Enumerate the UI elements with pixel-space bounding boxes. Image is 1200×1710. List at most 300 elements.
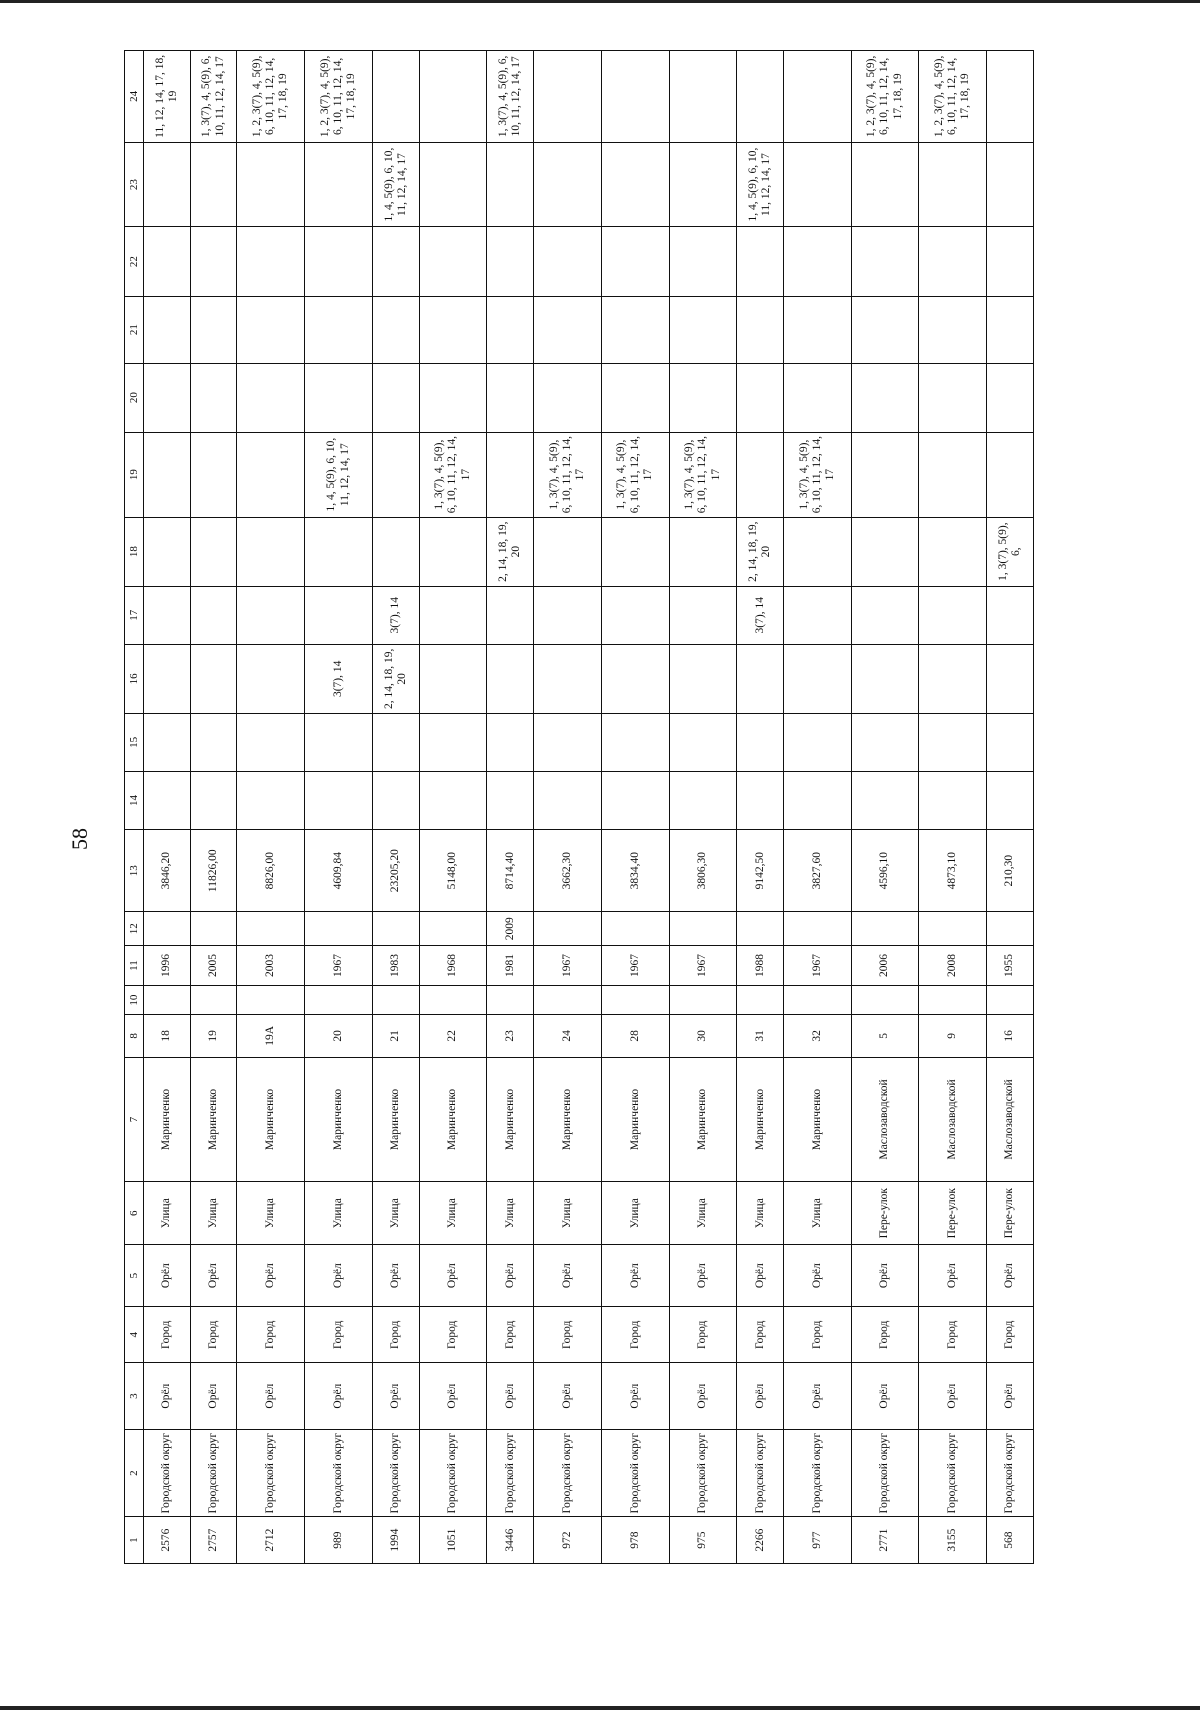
table-cell [237, 912, 305, 945]
table-cell: Улица [305, 1182, 373, 1244]
table-cell: Пере-улок [851, 1182, 919, 1244]
column-header: 22 [125, 227, 144, 296]
header-row [125, 51, 144, 1564]
column-header: 10 [125, 986, 144, 1015]
table-cell: Город [237, 1307, 305, 1363]
table-cell: Орёл [305, 1244, 373, 1306]
table-cell [237, 363, 305, 432]
table-cell [851, 644, 919, 713]
table-cell [669, 986, 737, 1015]
table-cell: 3827,60 [783, 829, 851, 912]
table-cell [487, 432, 534, 517]
table-cell: Город [919, 1307, 987, 1363]
table-cell [919, 986, 987, 1015]
table-cell [372, 296, 419, 363]
table-cell [237, 296, 305, 363]
table-cell: 8714,40 [487, 829, 534, 912]
table-cell: 1996 [144, 945, 191, 985]
table-cell: 1, 2, 3(7), 4, 5(9), 6, 10, 11, 12, 14, 17, 18, 19 [919, 51, 987, 143]
table-cell [669, 363, 737, 432]
table-cell: 1, 3(7), 4, 5(9), 6, 10, 11, 12, 14, 17 [419, 432, 487, 517]
table-cell [601, 517, 669, 586]
table-cell [601, 296, 669, 363]
table-cell: Орёл [419, 1363, 487, 1430]
table-cell: 16 [987, 1015, 1034, 1057]
table-cell [372, 912, 419, 945]
table-cell: Улица [783, 1182, 851, 1244]
table-cell: Городской округ [372, 1430, 419, 1517]
table-cell [987, 296, 1034, 363]
table-cell [534, 296, 602, 363]
table-cell [601, 644, 669, 713]
table-cell [144, 363, 191, 432]
table-cell [669, 517, 737, 586]
column-header: 13 [125, 829, 144, 912]
table-cell: Городской округ [487, 1430, 534, 1517]
table-cell: Улица [144, 1182, 191, 1244]
table-cell: 1955 [987, 945, 1034, 985]
table-cell [534, 363, 602, 432]
table-cell: 2576 [144, 1517, 191, 1564]
table-cell [601, 227, 669, 296]
table-cell: Орёл [144, 1363, 191, 1430]
table-cell: 5148,00 [419, 829, 487, 912]
table-cell: Городской округ [305, 1430, 373, 1517]
table-cell: 2266 [737, 1517, 784, 1564]
table-cell: Городской округ [987, 1430, 1034, 1517]
table-cell [534, 771, 602, 829]
table-cell [987, 227, 1034, 296]
table-cell: Улица [534, 1182, 602, 1244]
table-cell: Городской округ [190, 1430, 237, 1517]
table-cell [783, 912, 851, 945]
table-cell [669, 771, 737, 829]
table-cell: Орёл [372, 1363, 419, 1430]
table-cell: 3(7), 14 [372, 586, 419, 644]
table-cell [144, 586, 191, 644]
table-row [190, 51, 237, 1564]
column-header: 3 [125, 1363, 144, 1430]
table-cell: 1, 4, 5(9), 6, 10, 11, 12, 14, 17 [305, 432, 373, 517]
table-cell: 3(7), 14 [305, 644, 373, 713]
table-cell [372, 517, 419, 586]
table-cell [851, 986, 919, 1015]
table-cell: 1, 3(7), 4, 5(9), 6, 10, 11, 12, 14, 17 [783, 432, 851, 517]
table-cell: Орёл [419, 1244, 487, 1306]
table-cell [987, 51, 1034, 143]
table-cell: 19 [190, 1015, 237, 1057]
table-cell [783, 142, 851, 227]
table-cell [987, 432, 1034, 517]
table-cell: 9142,50 [737, 829, 784, 912]
table-cell: Городской округ [669, 1430, 737, 1517]
table-cell [237, 227, 305, 296]
table-cell: Орёл [737, 1363, 784, 1430]
table-cell: 2006 [851, 945, 919, 985]
table-row [737, 51, 784, 1564]
table-cell [190, 912, 237, 945]
table-cell [305, 986, 373, 1015]
table-cell: 1, 4, 5(9), 6, 10, 11, 12, 14, 17 [737, 142, 784, 227]
table-row [372, 51, 419, 1564]
table-cell: Улица [487, 1182, 534, 1244]
table-cell [851, 363, 919, 432]
table-cell: Орёл [783, 1244, 851, 1306]
table-cell [237, 432, 305, 517]
table-cell [669, 227, 737, 296]
table-cell [669, 912, 737, 945]
table-cell: Орёл [534, 1244, 602, 1306]
table-cell: Город [534, 1307, 602, 1363]
table-cell: 9 [919, 1015, 987, 1057]
table-cell [783, 51, 851, 143]
table-cell: Орёл [190, 1244, 237, 1306]
table-cell [737, 363, 784, 432]
column-header: 19 [125, 432, 144, 517]
table-cell [783, 517, 851, 586]
table-cell [487, 296, 534, 363]
table-row [669, 51, 737, 1564]
column-header: 12 [125, 912, 144, 945]
table-cell: Городской округ [144, 1430, 191, 1517]
table-cell [419, 986, 487, 1015]
table-cell: Маринченко [487, 1057, 534, 1182]
table-cell [419, 713, 487, 771]
table-cell: Город [669, 1307, 737, 1363]
table-row [144, 51, 191, 1564]
table-cell: 1, 3(7), 4, 5(9), 6, 10, 11, 12, 14, 17 [190, 51, 237, 143]
table-cell [419, 517, 487, 586]
table-cell [919, 586, 987, 644]
table-cell [190, 363, 237, 432]
table-cell: 3155 [919, 1517, 987, 1564]
table-cell [305, 363, 373, 432]
table-cell [737, 227, 784, 296]
table-cell: 2, 14, 18, 19, 20 [737, 517, 784, 586]
table-cell [919, 517, 987, 586]
table-cell [783, 713, 851, 771]
table-cell [419, 586, 487, 644]
table-cell [305, 713, 373, 771]
table-cell [669, 296, 737, 363]
table-cell [144, 771, 191, 829]
table-cell: 19А [237, 1015, 305, 1057]
table-cell: 8826,00 [237, 829, 305, 912]
table-cell [144, 644, 191, 713]
table-cell: 1967 [783, 945, 851, 985]
table-cell: Орёл [372, 1244, 419, 1306]
table-cell [144, 912, 191, 945]
table-cell [534, 644, 602, 713]
table-cell [919, 296, 987, 363]
table-cell [372, 986, 419, 1015]
table-cell [237, 771, 305, 829]
table-row [919, 51, 987, 1564]
table-cell: Городской округ [419, 1430, 487, 1517]
table-cell [190, 296, 237, 363]
table-cell [534, 586, 602, 644]
table-cell: Маринченко [144, 1057, 191, 1182]
table-cell: 3446 [487, 1517, 534, 1564]
table-cell: 30 [669, 1015, 737, 1057]
column-header: 20 [125, 363, 144, 432]
table-cell: Орёл [851, 1244, 919, 1306]
column-header: 23 [125, 142, 144, 227]
table-cell: Орёл [487, 1244, 534, 1306]
table-cell: Город [487, 1307, 534, 1363]
table-body [144, 51, 1034, 1564]
table-cell [919, 644, 987, 713]
table-cell: 972 [534, 1517, 602, 1564]
table-cell: Маслозаводской [851, 1057, 919, 1182]
table-cell: Городской округ [237, 1430, 305, 1517]
table-cell: 21 [372, 1015, 419, 1057]
table-cell [305, 142, 373, 227]
table-cell [783, 771, 851, 829]
column-header: 16 [125, 644, 144, 713]
table-cell [783, 586, 851, 644]
table-cell: 1, 3(7), 4, 5(9), 6, 10, 11, 12, 14, 17 [669, 432, 737, 517]
table-cell: 1, 3(7), 5(9), 6, [987, 517, 1034, 586]
table-cell [987, 644, 1034, 713]
table-cell: Орёл [919, 1244, 987, 1306]
table-cell: 11826,00 [190, 829, 237, 912]
table-row [419, 51, 487, 1564]
table-row [237, 51, 305, 1564]
column-header: 2 [125, 1430, 144, 1517]
table-cell: 1994 [372, 1517, 419, 1564]
table-cell [919, 432, 987, 517]
table-cell [190, 586, 237, 644]
table-cell [987, 713, 1034, 771]
table-cell [987, 142, 1034, 227]
table-cell [237, 713, 305, 771]
table-cell: Городской округ [919, 1430, 987, 1517]
table-cell [601, 142, 669, 227]
table-cell [487, 227, 534, 296]
table-cell [144, 296, 191, 363]
table-row [305, 51, 373, 1564]
table-cell [305, 912, 373, 945]
table-cell [851, 713, 919, 771]
table-cell: 978 [601, 1517, 669, 1564]
table-cell [190, 644, 237, 713]
table-cell: 1983 [372, 945, 419, 985]
table-cell: Город [737, 1307, 784, 1363]
table-cell: Орёл [144, 1244, 191, 1306]
table-cell: 3846,20 [144, 829, 191, 912]
table-cell: 23 [487, 1015, 534, 1057]
table-cell: Город [987, 1307, 1034, 1363]
table-cell [919, 363, 987, 432]
table-cell: Город [601, 1307, 669, 1363]
table-cell: Орёл [737, 1244, 784, 1306]
table-cell: 2003 [237, 945, 305, 985]
table-row [851, 51, 919, 1564]
column-header: 4 [125, 1307, 144, 1363]
column-header: 6 [125, 1182, 144, 1244]
column-header: 7 [125, 1057, 144, 1182]
table-cell: 28 [601, 1015, 669, 1057]
table-cell: Город [372, 1307, 419, 1363]
table-cell: 4609,84 [305, 829, 373, 912]
table-cell [419, 227, 487, 296]
table-cell: Городской округ [851, 1430, 919, 1517]
table-cell: Улица [737, 1182, 784, 1244]
table-cell: 210,30 [987, 829, 1034, 912]
table-cell: Орёл [783, 1363, 851, 1430]
table-cell [601, 986, 669, 1015]
table-cell: Орёл [987, 1363, 1034, 1430]
table-cell: Пере-улок [919, 1182, 987, 1244]
table-row [487, 51, 534, 1564]
column-header: 1 [125, 1517, 144, 1564]
table-cell [190, 227, 237, 296]
table-cell: 1, 3(7), 4, 5(9), 6, 10, 11, 12, 14, 17 [487, 51, 534, 143]
table-cell [919, 227, 987, 296]
table-cell [534, 517, 602, 586]
table-cell [144, 713, 191, 771]
table-cell [601, 912, 669, 945]
table-cell [419, 51, 487, 143]
table-cell: 977 [783, 1517, 851, 1564]
table-cell: 4596,10 [851, 829, 919, 912]
table-cell: 1967 [534, 945, 602, 985]
table-cell [190, 432, 237, 517]
table-cell [372, 432, 419, 517]
table-cell: 22 [419, 1015, 487, 1057]
table-cell [737, 986, 784, 1015]
table-cell [669, 644, 737, 713]
table-cell: 20 [305, 1015, 373, 1057]
table-cell [305, 227, 373, 296]
table-cell: Маслозаводской [987, 1057, 1034, 1182]
table-cell: Маринченко [372, 1057, 419, 1182]
table-cell: Маринченко [237, 1057, 305, 1182]
table-cell: Орёл [190, 1363, 237, 1430]
table-cell [419, 142, 487, 227]
table-cell [419, 912, 487, 945]
column-header: 5 [125, 1244, 144, 1306]
table-cell [534, 986, 602, 1015]
table-cell [601, 586, 669, 644]
table-cell [669, 586, 737, 644]
table-cell: 1, 2, 3(7), 4, 5(9), 6, 10, 11, 12, 14, 17, 18, 19 [851, 51, 919, 143]
table-cell [534, 912, 602, 945]
table-cell: Орёл [601, 1244, 669, 1306]
table-cell [487, 586, 534, 644]
table-cell [669, 142, 737, 227]
table-cell [737, 713, 784, 771]
table-cell [851, 142, 919, 227]
table-cell: Городской округ [534, 1430, 602, 1517]
table-cell: 24 [534, 1015, 602, 1057]
table-cell [372, 713, 419, 771]
table-cell: 3834,40 [601, 829, 669, 912]
table-cell [851, 586, 919, 644]
table-cell: Маринченко [305, 1057, 373, 1182]
scan-top-edge [0, 0, 1200, 3]
table-cell [919, 142, 987, 227]
table-cell: Орёл [601, 1363, 669, 1430]
table-cell [851, 771, 919, 829]
rotated-table-container [124, 50, 1034, 1564]
table-cell: Улица [419, 1182, 487, 1244]
table-cell: 1, 4, 5(9), 6, 10, 11, 12, 14, 17 [372, 142, 419, 227]
table-cell [601, 51, 669, 143]
column-header: 17 [125, 586, 144, 644]
table-cell: Маринченко [737, 1057, 784, 1182]
table-cell [305, 586, 373, 644]
table-cell: Орёл [669, 1244, 737, 1306]
table-cell [487, 142, 534, 227]
table-cell [419, 363, 487, 432]
table-cell: 1051 [419, 1517, 487, 1564]
table-cell: 568 [987, 1517, 1034, 1564]
table-cell [144, 986, 191, 1015]
table-cell: 1967 [305, 945, 373, 985]
table-row [987, 51, 1034, 1564]
table-cell [737, 51, 784, 143]
table-cell: 3(7), 14 [737, 586, 784, 644]
table-cell: 2, 14, 18, 19, 20 [372, 644, 419, 713]
table-cell: 2757 [190, 1517, 237, 1564]
table-cell [305, 296, 373, 363]
table-cell [783, 986, 851, 1015]
table-cell: Пере-улок [987, 1182, 1034, 1244]
table-cell: 989 [305, 1517, 373, 1564]
table-cell [851, 517, 919, 586]
table-cell: 2009 [487, 912, 534, 945]
column-header: 18 [125, 517, 144, 586]
table-cell [372, 227, 419, 296]
table-cell [144, 227, 191, 296]
table-cell [851, 296, 919, 363]
table-row [534, 51, 602, 1564]
table-cell: 1968 [419, 945, 487, 985]
table-cell [851, 912, 919, 945]
table-cell [737, 771, 784, 829]
column-header: 8 [125, 1015, 144, 1057]
table-cell [601, 713, 669, 771]
table-cell [987, 363, 1034, 432]
table-cell: Улица [601, 1182, 669, 1244]
table-cell: Маслозаводской [919, 1057, 987, 1182]
table-cell: 3806,30 [669, 829, 737, 912]
table-cell [737, 912, 784, 945]
table-cell [919, 771, 987, 829]
column-header: 14 [125, 771, 144, 829]
table-cell: 2, 14, 18, 19, 20 [487, 517, 534, 586]
table-cell [737, 432, 784, 517]
table-cell: 2005 [190, 945, 237, 985]
table-cell [419, 644, 487, 713]
table-cell [783, 644, 851, 713]
table-cell [190, 771, 237, 829]
table-cell: Город [783, 1307, 851, 1363]
table-cell [987, 986, 1034, 1015]
table-cell [601, 363, 669, 432]
table-cell [419, 771, 487, 829]
table-cell [190, 517, 237, 586]
table-cell [737, 644, 784, 713]
table-cell [534, 142, 602, 227]
table-cell: Орёл [851, 1363, 919, 1430]
table-cell [305, 771, 373, 829]
table-cell: 2008 [919, 945, 987, 985]
table-cell: 4873,10 [919, 829, 987, 912]
table-cell [669, 713, 737, 771]
